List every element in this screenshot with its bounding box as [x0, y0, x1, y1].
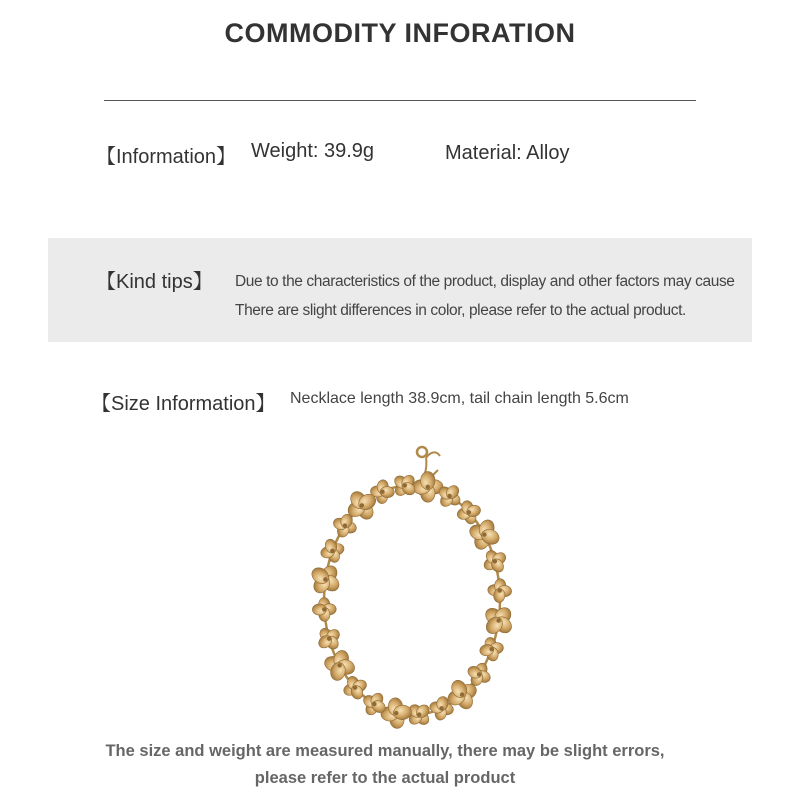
necklace-flowers	[304, 469, 520, 730]
title-divider	[104, 100, 696, 101]
necklace-flower	[477, 599, 520, 642]
necklace-flower	[487, 578, 513, 604]
information-label: 【Information】	[96, 146, 237, 168]
weight-value: Weight: 39.9g	[251, 140, 375, 162]
necklace-flower	[479, 545, 512, 578]
size-information-value: Necklace length 38.9cm, tail chain length 5.6cm	[290, 390, 629, 407]
footnote-line-2: please refer to the actual product	[254, 769, 516, 787]
footnote-line-1: The size and weight are measured manually, there may be slight errors,	[105, 742, 665, 760]
necklace-flower	[312, 597, 336, 621]
page-title: COMMODITY INFORATION	[224, 18, 576, 48]
kind-tips-text	[235, 267, 735, 325]
necklace-flower	[379, 696, 413, 730]
kind-tips-line-2: There are slight differences in color, please refer to the actual product.	[235, 302, 686, 319]
footnote	[0, 738, 770, 792]
necklace-flower	[304, 558, 347, 601]
kind-tips-label: 【Kind tips】	[96, 271, 213, 293]
material-value: Material: Alloy	[445, 142, 570, 164]
kind-tips-line-1: Due to the characteristics of the product, display and other factors may cause	[235, 273, 735, 290]
gold-flower-necklace-icon	[300, 440, 530, 730]
necklace-flower	[478, 635, 506, 663]
necklace-flower	[413, 472, 444, 503]
kind-tips-panel	[48, 238, 752, 342]
necklace-flower	[318, 536, 348, 566]
size-information-label: 【Size Information】	[91, 393, 276, 415]
